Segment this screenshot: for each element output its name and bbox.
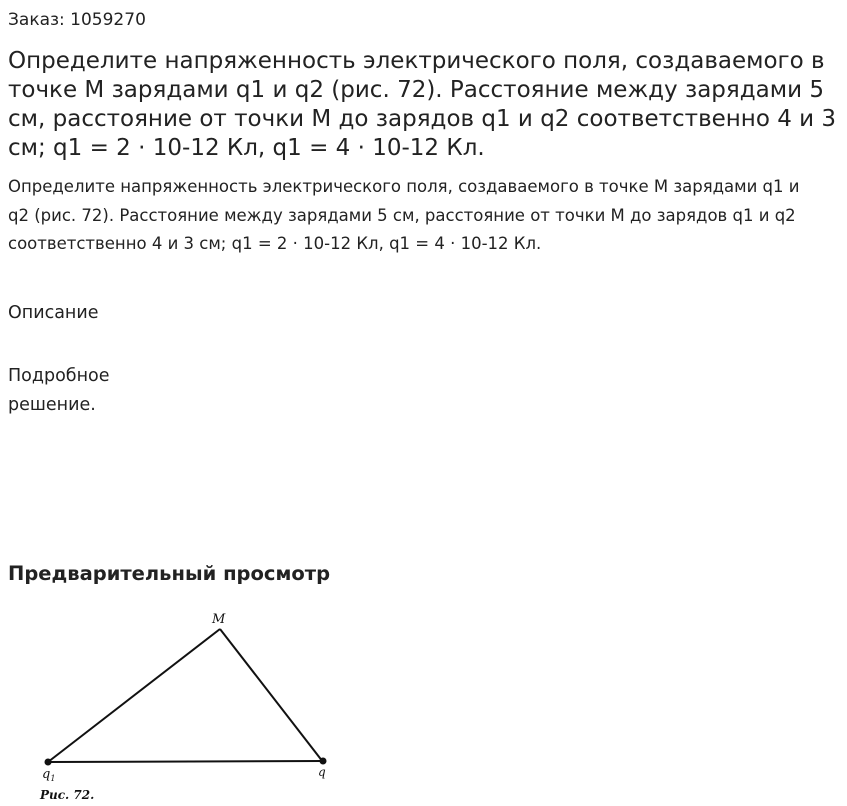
preview-heading: Предварительный просмотр [8,562,331,585]
description-heading: Описание [8,303,99,323]
task-description: Определите напряженность электрического поля, создаваемого в точке М зарядами q1 и q2 (рис. 72). Расстояние между зарядами 5 см, расстояние от точки М до зарядов q1 и q2 соответственно 4 и 3 см; q1 = 2 · 10-12 Кл, q1 = 4 · 10-12 Кл. [8,177,800,253]
charge-q2-point [320,758,327,765]
description-text: Подробное решение. [8,366,110,415]
figure-caption: Рис. 72. [40,788,95,802]
side-m-q2 [220,629,323,762]
charge-q1-point [45,759,52,766]
task-title: Определите напряженность электрического поля, создаваемого в точке М зарядами q1 и q2 (рис. 72). Расстояние между зарядами 5 см, расстояние от точки М до зарядов q1 и q2 соответственно 4 и 3 см; q1 = 2 · 10-12 Кл, q1 = 4 · 10-12 Кл. [8,48,837,161]
vertex-m-label: M [212,612,226,627]
triangle-figure [30,605,350,805]
order-number: Заказ: 1059270 [8,10,146,30]
side-q1-m [48,629,220,762]
vertex-q1-label: $q_1$ [42,767,56,783]
vertex-q2-label: q [318,765,326,779]
side-q1-q2 [48,761,323,762]
